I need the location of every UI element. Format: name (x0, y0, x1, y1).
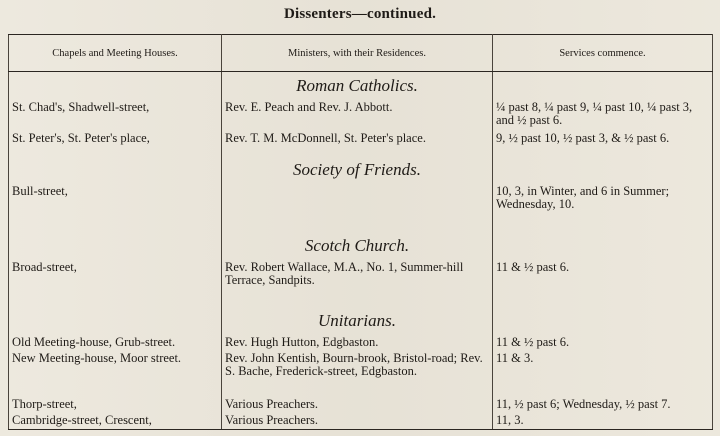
section-right-cell (493, 156, 713, 185)
minister-cell: Rev. John Kentish, Bourn-brook, Bristol-road; Rev. S. Bache, Frederick-street, Edgbaston. (222, 352, 493, 399)
minister-cell: Rev. Robert Wallace, M.A., No. 1, Summer-hill Terrace, Sandpits. (222, 261, 493, 308)
services-cell: 11, ½ past 6; Wednesday, ½ past 7. (493, 398, 713, 414)
chapel-cell: New Meeting-house, Moor street. (9, 352, 222, 399)
chapels-header: Chapels and Meeting Houses. (9, 35, 222, 72)
section-title-roman-catholics: Roman Catholics. (222, 72, 493, 101)
header-row (9, 35, 713, 72)
table-row (9, 185, 713, 232)
services-cell: 9, ½ past 10, ½ past 3, & ½ past 6. (493, 132, 713, 156)
table-row (9, 132, 713, 156)
chapel-cell: St. Peter's, St. Peter's place, (9, 132, 222, 156)
section-right-cell (493, 232, 713, 261)
page-title: Dissenters—continued. (283, 6, 437, 22)
table-row (9, 414, 713, 430)
chapel-cell: Broad-street, (9, 261, 222, 308)
table-body (9, 72, 713, 430)
section-row-society-of-friends (9, 156, 713, 185)
ministers-header: Ministers, with their Residences. (222, 35, 493, 72)
section-title-unitarians: Unitarians. (222, 307, 493, 336)
chapel-cell: Cambridge-street, Crescent, (9, 414, 222, 430)
services-cell: 10, 3, in Winter, and 6 in Summer; Wednesday, 10. (493, 185, 713, 232)
chapel-cell: Thorp-street, (9, 398, 222, 414)
section-left-cell (9, 156, 222, 185)
services-cell: 11 & ½ past 6. (493, 336, 713, 352)
section-row-scotch-church (9, 232, 713, 261)
chapel-cell: St. Chad's, Shadwell-street, (9, 101, 222, 132)
section-left-cell (9, 72, 222, 101)
services-header: Services commence. (493, 35, 713, 72)
minister-cell (222, 185, 493, 232)
table-header (9, 35, 713, 72)
section-title-society-of-friends: Society of Friends. (222, 156, 493, 185)
services-cell: 11, 3. (493, 414, 713, 430)
section-left-cell (9, 307, 222, 336)
services-cell: ¼ past 8, ¼ past 9, ¼ past 10, ¼ past 3, and ½ past 6. (493, 101, 713, 132)
section-row-unitarians (9, 307, 713, 336)
section-right-cell (493, 307, 713, 336)
section-title-scotch-church: Scotch Church. (222, 232, 493, 261)
table-row (9, 352, 713, 399)
minister-cell: Various Preachers. (222, 398, 493, 414)
chapel-cell: Old Meeting-house, Grub-street. (9, 336, 222, 352)
section-row-roman-catholics (9, 72, 713, 101)
services-cell: 11 & 3. (493, 352, 713, 399)
section-right-cell (493, 72, 713, 101)
table-row (9, 398, 713, 414)
chapel-cell: Bull-street, (9, 185, 222, 232)
minister-cell: Rev. T. M. McDonnell, St. Peter's place. (222, 132, 493, 156)
table-row (9, 336, 713, 352)
services-cell: 11 & ½ past 6. (493, 261, 713, 308)
table-row (9, 261, 713, 308)
section-left-cell (9, 232, 222, 261)
minister-cell: Various Preachers. (222, 414, 493, 430)
minister-cell: Rev. E. Peach and Rev. J. Abbott. (222, 101, 493, 132)
table-row (9, 101, 713, 132)
minister-cell: Rev. Hugh Hutton, Edgbaston. (222, 336, 493, 352)
dissenters-table (8, 34, 713, 430)
